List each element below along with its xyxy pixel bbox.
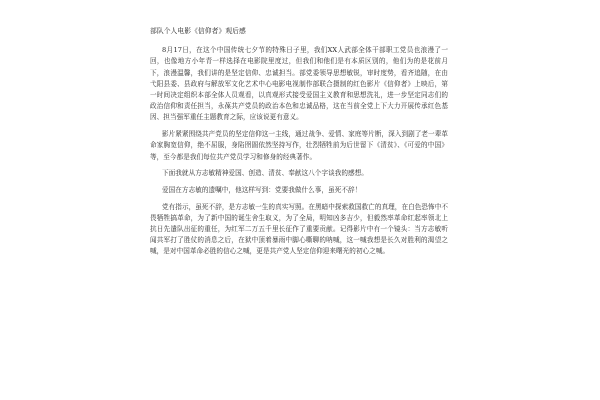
paragraph: 爱国在方志敏的遗嘱中，他这样写到：党要我做什么事，虽死不辞！: [162, 185, 362, 194]
document-title: 部队个人电影《信仰者》观后感: [150, 27, 246, 35]
paragraph: 8月17日，在这个中国传统七夕节的特殊日子里，我们XX人武部全体干部职工党员也浪漫了一回，也像地方小年青一样选择在电影院里度过，但我们和他们是有本质区别的，他们为的是花前月下，浪漫温馨，我们讲的是坚定信仰、忠诚担当。部党委领导思想敏锐，审时度势，看齐追随，在由弋阳县委、县政府与解放军文化艺术中心电影电视制作部联合摄制的红色影片《信仰者》上映后，第一时间决定组织本部全体人员观看，以真观形式接受爱国主义教育和思想洗礼，进一步坚定同志们的政治信仰和责任担当，永葆共产党员的政治本色和忠诚品格，这在当前全党上下大力开展传承红色基因、担当强军重任主题教育之际，应该说更有意义。: [150, 46, 448, 122]
paragraph: 下面我就从方志敏精神爱国、创造、清贫、奉献这八个字谈我的感想。: [162, 169, 368, 178]
document-body: [150, 26, 448, 263]
paragraph: 党有指示，虽死不辞，是方志敏一生的真实写照。在黑暗中探索救国救亡的真理，在白色恐怖中不畏牺牲搞革命，为了新中国的诞生舍生取义，为了全局，明知凶多吉少，但毅然率革命红起率领北上抗日先遣队出征的重任，为红军二万五千里长征作了重要贡献。记得影片中有一个镜头：当方志敏听闻共军打了胜仗的消息之后，在狱中顶着暴雨中脚心嘶聊的呐喊，这一喊我想是长久对胜利的渴望之喊，是对中国革命必胜的信心之喊，更是共产党人坚定信仰迎来曙光的初心之喊。: [150, 202, 448, 256]
paragraph: 影片紧紧围绕共产党员的坚定信仰这一主线，通过战争、爱情、家庭等片断，深入到剧了老一辈革命家胸宽信仰，绝不屈服，身陷囹圄依然坚持写作，壮烈牺牲前为后世留下《清贫》、《可爱的中国》等，至今都是我们每位共产党员学习和修身的经典著作。: [150, 130, 448, 161]
